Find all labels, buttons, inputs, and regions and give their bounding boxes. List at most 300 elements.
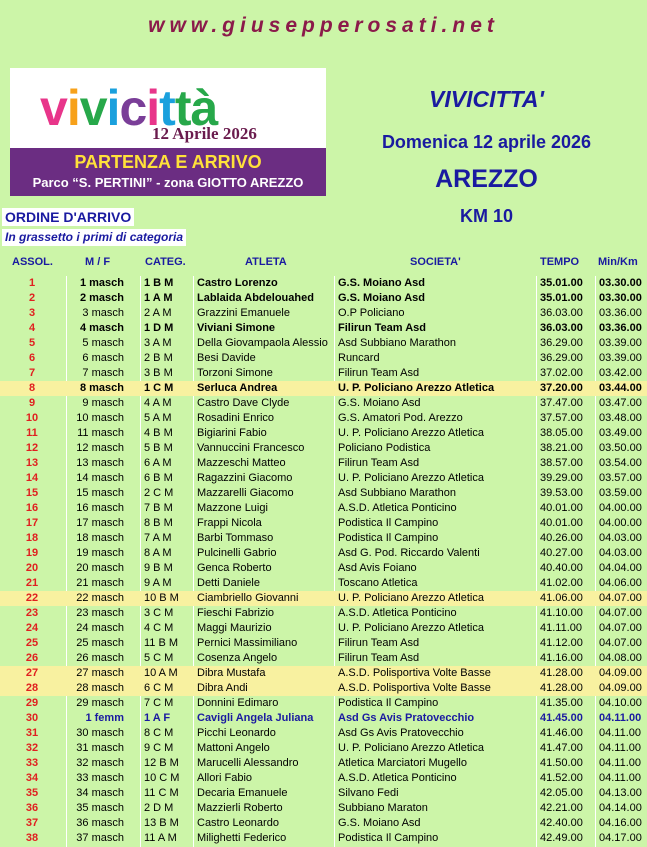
cell-mf: 16 masch: [76, 502, 124, 514]
cell-soc: Asd Subbiano Marathon: [338, 337, 457, 349]
cell-soc: U. P. Policiano Arezzo Atletica: [338, 427, 484, 439]
cell-atleta: Castro Lorenzo: [197, 277, 278, 289]
cell-cat: 4 B M: [144, 427, 173, 439]
cell-cat: 13 B M: [144, 817, 179, 829]
cell-mf: 28 masch: [76, 682, 124, 694]
cell-pos: 13: [25, 457, 39, 469]
table-row: [0, 336, 647, 351]
cell-min: 04.08.00: [599, 652, 642, 664]
cell-min: 03.36.00: [599, 322, 642, 334]
cell-tempo: 35.01.00: [540, 277, 583, 289]
cell-cat: 5 B M: [144, 442, 173, 454]
cell-atleta: Rosadini Enrico: [197, 412, 275, 424]
cell-atleta: Donnini Edimaro: [197, 697, 279, 709]
cell-mf: 15 masch: [76, 487, 124, 499]
cell-pos: 37: [25, 817, 39, 829]
cell-tempo: 41.35.00: [540, 697, 583, 709]
cell-atleta: Maggi Maurizio: [197, 622, 272, 634]
cell-soc: Asd Avis Foiano: [338, 562, 417, 574]
table-row: [0, 636, 647, 651]
cell-cat: 6 A M: [144, 457, 172, 469]
logo-wordmark: vivicittà: [40, 80, 218, 136]
cell-tempo: 40.40.00: [540, 562, 583, 574]
cell-cat: 7 C M: [144, 697, 174, 709]
cell-pos: 1: [28, 277, 36, 289]
cell-soc: Podistica Il Campino: [338, 517, 439, 529]
cell-atleta: Picchi Leonardo: [197, 727, 276, 739]
cell-min: 04.17.00: [599, 832, 642, 844]
cell-pos: 36: [25, 802, 39, 814]
cell-tempo: 36.03.00: [540, 307, 583, 319]
cell-tempo: 38.05.00: [540, 427, 583, 439]
cell-mf: 13 masch: [76, 457, 124, 469]
cell-mf: 3 masch: [82, 307, 124, 319]
cell-min: 04.00.00: [599, 517, 642, 529]
cell-soc: Atletica Marciatori Mugello: [338, 757, 467, 769]
cell-min: 03.42.00: [599, 367, 642, 379]
cell-pos: 31: [25, 727, 39, 739]
cell-atleta: Torzoni Simone: [197, 367, 273, 379]
cell-soc: A.S.D. Atletica Ponticino: [338, 772, 457, 784]
cell-pos: 3: [28, 307, 36, 319]
cell-tempo: 36.29.00: [540, 337, 583, 349]
cell-cat: 1 D M: [144, 322, 174, 334]
cell-cat: 10 C M: [144, 772, 180, 784]
cell-min: 03.30.00: [599, 277, 642, 289]
cell-min: 03.49.00: [599, 427, 642, 439]
cell-cat: 11 A M: [144, 832, 177, 844]
cell-tempo: 38.21.00: [540, 442, 583, 454]
cell-atleta: Decaria Emanuele: [197, 787, 288, 799]
cell-atleta: Allori Fabio: [197, 772, 253, 784]
cell-cat: 8 C M: [144, 727, 174, 739]
table-row: [0, 561, 647, 576]
cell-min: 04.13.00: [599, 787, 642, 799]
cell-cat: 12 B M: [144, 757, 179, 769]
cell-mf: 2 masch: [79, 292, 124, 304]
cell-cat: 6 C M: [144, 682, 174, 694]
cell-mf: 18 masch: [76, 532, 124, 544]
cell-min: 03.47.00: [599, 397, 642, 409]
cell-min: 04.11.00: [599, 727, 642, 739]
cell-tempo: 40.26.00: [540, 532, 583, 544]
cell-min: 03.50.00: [599, 442, 642, 454]
table-row: [0, 471, 647, 486]
cell-soc: Filirun Team Asd: [338, 322, 427, 334]
event-logo: [10, 68, 326, 196]
cell-atleta: Cavigli Angela Juliana: [197, 712, 314, 724]
cell-min: 03.57.00: [599, 472, 642, 484]
ordine-label: ORDINE D'ARRIVO: [2, 208, 134, 226]
table-row: [0, 276, 647, 291]
cell-cat: 7 A M: [144, 532, 172, 544]
table-row: [0, 801, 647, 816]
cell-mf: 17 masch: [76, 517, 124, 529]
cell-pos: 38: [25, 832, 39, 844]
cell-mf: 26 masch: [76, 652, 124, 664]
cell-tempo: 41.50.00: [540, 757, 583, 769]
cell-pos: 29: [25, 697, 39, 709]
cell-pos: 27: [25, 667, 39, 679]
cell-cat: 6 B M: [144, 472, 173, 484]
cell-min: 04.04.00: [599, 562, 642, 574]
cell-pos: 25: [25, 637, 39, 649]
event-date: Domenica 12 aprile 2026: [381, 132, 592, 152]
cell-min: 04.03.00: [599, 547, 642, 559]
cell-cat: 2 D M: [144, 802, 174, 814]
cell-min: 04.07.00: [599, 592, 642, 604]
cell-mf: 27 masch: [76, 667, 124, 679]
cell-tempo: 37.57.00: [540, 412, 583, 424]
cell-atleta: Milighetti Federico: [197, 832, 287, 844]
cell-cat: 9 B M: [144, 562, 173, 574]
table-row: [0, 681, 647, 696]
cell-min: 04.07.00: [599, 607, 642, 619]
cell-atleta: Mazzarelli Giacomo: [197, 487, 294, 499]
cell-atleta: Marucelli Alessandro: [197, 757, 299, 769]
cell-soc: Toscano Atletica: [338, 577, 418, 589]
cell-cat: 8 B M: [144, 517, 173, 529]
cell-cat: 1 C M: [144, 382, 174, 394]
cell-tempo: 41.46.00: [540, 727, 583, 739]
table-row: [0, 726, 647, 741]
site-url[interactable]: www.giusepperosati.net: [148, 14, 499, 37]
cell-pos: 4: [28, 322, 36, 334]
cell-soc: Asd Gs Avis Pratovecchio: [338, 727, 464, 739]
table-row: [0, 531, 647, 546]
cell-pos: 2: [28, 292, 36, 304]
cell-cat: 9 A M: [144, 577, 172, 589]
table-row: [0, 711, 647, 726]
cell-cat: 7 B M: [144, 502, 173, 514]
cell-soc: Policiano Podistica: [338, 442, 431, 454]
cell-atleta: Pernici Massimiliano: [197, 637, 298, 649]
logo-band: [10, 148, 326, 196]
cell-soc: A.S.D. Polisportiva Volte Basse: [338, 667, 491, 679]
cell-min: 04.07.00: [599, 637, 642, 649]
cell-cat: 11 B M: [144, 637, 179, 649]
cell-min: 04.03.00: [599, 532, 642, 544]
cell-soc: Subbiano Maraton: [338, 802, 428, 814]
cell-soc: G.S. Amatori Pod. Arezzo: [338, 412, 463, 424]
cell-mf: 36 masch: [76, 817, 124, 829]
cell-atleta: Fieschi Fabrizio: [197, 607, 275, 619]
table-row: [0, 441, 647, 456]
table-row: [0, 696, 647, 711]
results-table: [0, 276, 647, 846]
cell-soc: Runcard: [338, 352, 380, 364]
cell-min: 03.39.00: [599, 352, 642, 364]
cell-min: 03.39.00: [599, 337, 642, 349]
cell-mf: 29 masch: [76, 697, 124, 709]
col-header-societa: SOCIETA': [410, 256, 461, 268]
cell-mf: 20 masch: [76, 562, 124, 574]
table-row: [0, 396, 647, 411]
table-row: [0, 771, 647, 786]
table-row: [0, 546, 647, 561]
cell-pos: 19: [25, 547, 39, 559]
cell-tempo: 35.01.00: [540, 292, 583, 304]
cell-atleta: Grazzini Emanuele: [197, 307, 290, 319]
cell-tempo: 40.27.00: [540, 547, 583, 559]
cell-atleta: Vannuccini Francesco: [197, 442, 305, 454]
cell-atleta: Detti Daniele: [197, 577, 260, 589]
cell-pos: 32: [25, 742, 39, 754]
cell-mf: 8 masch: [79, 382, 124, 394]
cell-soc: G.S. Moiano Asd: [338, 397, 421, 409]
cell-atleta: Frappi Nicola: [197, 517, 262, 529]
cell-cat: 3 A M: [144, 337, 172, 349]
table-row: [0, 516, 647, 531]
cell-cat: 5 A M: [144, 412, 172, 424]
cell-min: 04.00.00: [599, 502, 642, 514]
cell-pos: 11: [26, 427, 38, 439]
cell-min: 04.11.00: [599, 772, 642, 784]
cell-min: 03.30.00: [599, 292, 642, 304]
cell-min: 04.06.00: [599, 577, 642, 589]
cell-atleta: Della Giovampaola Alessio: [197, 337, 328, 349]
cell-pos: 9: [28, 397, 36, 409]
cell-atleta: Castro Leonardo: [197, 817, 279, 829]
cell-cat: 3 B M: [144, 367, 173, 379]
cell-tempo: 41.28.00: [540, 682, 583, 694]
cell-tempo: 41.45.00: [540, 712, 583, 724]
cell-mf: 30 masch: [76, 727, 124, 739]
cell-pos: 24: [25, 622, 39, 634]
table-row: [0, 366, 647, 381]
logo-band-location: Parco “S. PERTINI” - zona GIOTTO AREZZO: [32, 175, 304, 190]
cell-tempo: 38.57.00: [540, 457, 583, 469]
cell-soc: G.S. Moiano Asd: [338, 277, 425, 289]
cell-atleta: Ragazzini Giacomo: [197, 472, 293, 484]
cell-soc: A.S.D. Atletica Ponticino: [338, 502, 457, 514]
cell-mf: 32 masch: [76, 757, 124, 769]
cell-mf: 37 masch: [76, 832, 124, 844]
cell-mf: 5 masch: [82, 337, 124, 349]
cell-min: 04.11.00: [599, 742, 642, 754]
cell-soc: Filirun Team Asd: [338, 637, 420, 649]
cell-cat: 1 A M: [144, 292, 173, 304]
table-row: [0, 591, 647, 606]
cell-tempo: 37.02.00: [540, 367, 583, 379]
cell-atleta: Bigiarini Fabio: [197, 427, 267, 439]
cell-atleta: Besi Davide: [197, 352, 256, 364]
cell-soc: Asd Subbiano Marathon: [338, 487, 457, 499]
cell-min: 04.11.00: [599, 757, 642, 769]
cell-soc: Silvano Fedi: [338, 787, 399, 799]
cell-soc: U. P. Policiano Arezzo Atletica: [338, 592, 484, 604]
cell-mf: 12 masch: [76, 442, 124, 454]
cell-soc: Podistica Il Campino: [338, 697, 439, 709]
cell-mf: 33 masch: [76, 772, 124, 784]
cell-soc: Asd Gs Avis Pratovecchio: [338, 712, 475, 724]
cell-cat: 5 C M: [144, 652, 174, 664]
cell-soc: Filirun Team Asd: [338, 367, 420, 379]
cell-cat: 1 B M: [144, 277, 174, 289]
table-row: [0, 786, 647, 801]
cell-pos: 34: [25, 772, 39, 784]
table-row: [0, 831, 647, 846]
cell-tempo: 37.20.00: [540, 382, 583, 394]
cell-atleta: Lablaida Abdelouahed: [197, 292, 314, 304]
cell-atleta: Genca Roberto: [197, 562, 272, 574]
cell-cat: 11 C M: [144, 787, 179, 799]
cell-tempo: 41.10.00: [540, 607, 583, 619]
cell-tempo: 41.02.00: [540, 577, 583, 589]
cell-atleta: Dibra Andi: [197, 682, 248, 694]
cell-atleta: Castro Dave Clyde: [197, 397, 290, 409]
cell-pos: 6: [28, 352, 36, 364]
cell-tempo: 39.53.00: [540, 487, 583, 499]
cell-tempo: 41.47.00: [540, 742, 583, 754]
cell-atleta: Serluca Andrea: [197, 382, 278, 394]
cell-min: 04.14.00: [599, 802, 642, 814]
cell-cat: 2 A M: [144, 307, 172, 319]
cell-pos: 20: [25, 562, 39, 574]
cell-atleta: Barbi Tommaso: [197, 532, 274, 544]
table-row: [0, 816, 647, 831]
cell-cat: 10 A M: [144, 667, 178, 679]
table-row: [0, 606, 647, 621]
cell-soc: Asd G. Pod. Riccardo Valenti: [338, 547, 480, 559]
cell-pos: 8: [28, 382, 36, 394]
cell-pos: 17: [25, 517, 39, 529]
cell-atleta: Ciambriello Giovanni: [197, 592, 299, 604]
cell-mf: 25 masch: [76, 637, 124, 649]
cell-min: 03.36.00: [599, 307, 642, 319]
table-row: [0, 321, 647, 336]
cell-mf: 6 masch: [82, 352, 124, 364]
cell-pos: 23: [25, 607, 39, 619]
cell-cat: 8 A M: [144, 547, 172, 559]
cell-tempo: 41.06.00: [540, 592, 583, 604]
cell-soc: O.P Policiano: [338, 307, 405, 319]
cell-atleta: Dibra Mustafa: [197, 667, 266, 679]
table-row: [0, 576, 647, 591]
table-row: [0, 621, 647, 636]
cell-min: 03.59.00: [599, 487, 642, 499]
cell-min: 04.16.00: [599, 817, 642, 829]
col-header-tempo: TEMPO: [540, 256, 580, 268]
cell-soc: G.S. Moiano Asd: [338, 292, 425, 304]
logo-date: 12 Aprile 2026: [152, 124, 257, 143]
cell-mf: 7 masch: [82, 367, 124, 379]
cell-soc: U. P. Policiano Arezzo Atletica: [338, 622, 484, 634]
cell-cat: 2 C M: [144, 487, 174, 499]
cell-soc: U. P. Policiano Arezzo Atletica: [338, 472, 484, 484]
table-row: [0, 411, 647, 426]
cell-pos: 28: [25, 682, 39, 694]
cell-tempo: 42.05.00: [540, 787, 583, 799]
cell-pos: 33: [25, 757, 39, 769]
cell-min: 04.10.00: [599, 697, 642, 709]
cell-tempo: 39.29.00: [540, 472, 583, 484]
cell-tempo: 42.40.00: [540, 817, 583, 829]
table-row: [0, 501, 647, 516]
cell-soc: A.S.D. Polisportiva Volte Basse: [338, 682, 491, 694]
cell-tempo: 40.01.00: [540, 502, 583, 514]
table-row: [0, 756, 647, 771]
cell-soc: Filirun Team Asd: [338, 457, 420, 469]
cell-mf: 1 masch: [79, 277, 124, 289]
cell-mf: 31 masch: [76, 742, 124, 754]
table-row: [0, 381, 647, 396]
table-row: [0, 456, 647, 471]
event-distance: KM 10: [459, 206, 513, 226]
cell-pos: 15: [25, 487, 39, 499]
cell-atleta: Cosenza Angelo: [197, 652, 278, 664]
cell-mf: 24 masch: [76, 622, 124, 634]
table-row: [0, 306, 647, 321]
cell-pos: 16: [25, 502, 39, 514]
cell-pos: 10: [25, 412, 39, 424]
cell-tempo: 37.47.00: [540, 397, 583, 409]
table-row: [0, 291, 647, 306]
cell-cat: 2 B M: [144, 352, 173, 364]
cell-soc: Podistica Il Campino: [338, 532, 439, 544]
cell-cat: 4 A M: [144, 397, 172, 409]
cell-tempo: 41.11.00: [540, 622, 583, 634]
cell-mf: 1 femm: [85, 712, 124, 724]
cell-cat: 9 C M: [144, 742, 174, 754]
cell-soc: U. P. Policiano Arezzo Atletica: [338, 742, 484, 754]
cell-min: 04.09.00: [599, 667, 642, 679]
cell-tempo: 42.49.00: [540, 832, 583, 844]
cell-atleta: Mattoni Angelo: [197, 742, 270, 754]
table-row: [0, 651, 647, 666]
cell-mf: 9 masch: [82, 397, 124, 409]
table-row: [0, 741, 647, 756]
event-city: AREZZO: [435, 165, 538, 193]
cell-pos: 7: [28, 367, 36, 379]
cell-pos: 30: [25, 712, 39, 724]
table-row: [0, 351, 647, 366]
cell-tempo: 41.16.00: [540, 652, 583, 664]
cell-soc: Filirun Team Asd: [338, 652, 420, 664]
table-row: [0, 486, 647, 501]
cell-mf: 10 masch: [76, 412, 124, 424]
cell-min: 04.09.00: [599, 682, 642, 694]
cell-atleta: Viviani Simone: [197, 322, 276, 334]
bold-note: In grassetto i primi di categoria: [2, 229, 186, 246]
cell-mf: 34 masch: [76, 787, 124, 799]
cell-pos: 21: [25, 577, 39, 589]
cell-soc: G.S. Moiano Asd: [338, 817, 421, 829]
cell-tempo: 40.01.00: [540, 517, 583, 529]
cell-mf: 22 masch: [76, 592, 124, 604]
cell-tempo: 41.28.00: [540, 667, 583, 679]
col-header-mf: M / F: [85, 256, 111, 268]
cell-mf: 35 masch: [76, 802, 124, 814]
cell-mf: 19 masch: [76, 547, 124, 559]
cell-min: 03.54.00: [599, 457, 642, 469]
cell-atleta: Mazzierli Roberto: [197, 802, 283, 814]
cell-atleta: Mazzone Luigi: [197, 502, 268, 514]
cell-tempo: 36.29.00: [540, 352, 583, 364]
cell-tempo: 41.52.00: [540, 772, 583, 784]
cell-tempo: 42.21.00: [540, 802, 583, 814]
table-row: [0, 666, 647, 681]
cell-tempo: 36.03.00: [540, 322, 583, 334]
cell-pos: 18: [25, 532, 39, 544]
cell-cat: 4 C M: [144, 622, 174, 634]
col-header-assol: ASSOL.: [12, 256, 53, 268]
cell-soc: Podistica Il Campino: [338, 832, 439, 844]
cell-pos: 22: [25, 592, 39, 604]
cell-min: 03.44.00: [599, 382, 642, 394]
cell-atleta: Mazzeschi Matteo: [197, 457, 286, 469]
table-row: [0, 426, 647, 441]
